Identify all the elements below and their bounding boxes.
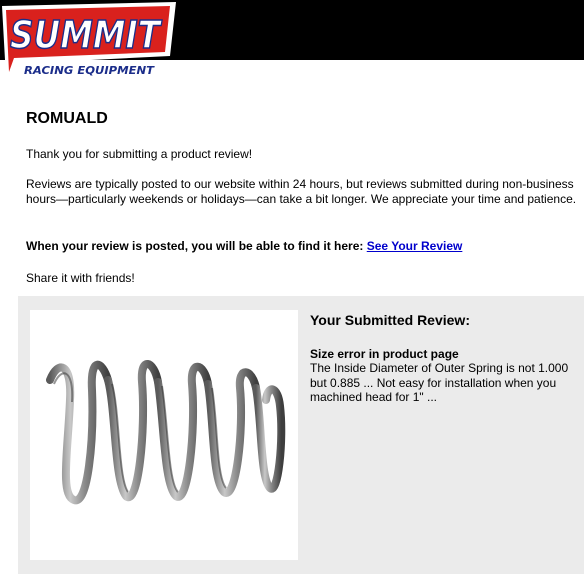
submitted-review-panel — [18, 296, 584, 574]
review-heading: Your Submitted Review: — [310, 312, 470, 328]
review-body: The Inside Diameter of Outer Spring is not 1.000 but 0.885 ... Not easy for installation when you machined head for 1" ... — [310, 361, 569, 404]
review-title: Size error in product page — [310, 347, 459, 361]
reviews-note-text: Reviews are typically posted to our website within 24 hours, but reviews submitted during non-business hours—particularly weekends or holidays—can take a bit longer. We appreciate your time and patience. — [26, 177, 577, 206]
product-image-card[interactable] — [30, 310, 298, 560]
posted-text: When your review is posted, you will be able to find it here: — [26, 239, 364, 253]
thanks-text: Thank you for submitting a product review! — [26, 147, 253, 161]
valve-spring-image — [30, 310, 298, 560]
logo-wordmark: SUMMIT — [10, 13, 163, 57]
greeting-name: ROMUALD — [26, 110, 108, 127]
logo-tagline: RACING EQUIPMENT — [24, 65, 155, 77]
see-your-review-link[interactable]: See Your Review — [366, 239, 463, 253]
posted-line — [26, 239, 462, 253]
summit-racing-logo[interactable] — [0, 0, 180, 80]
share-text: Share it with friends! — [26, 271, 135, 285]
